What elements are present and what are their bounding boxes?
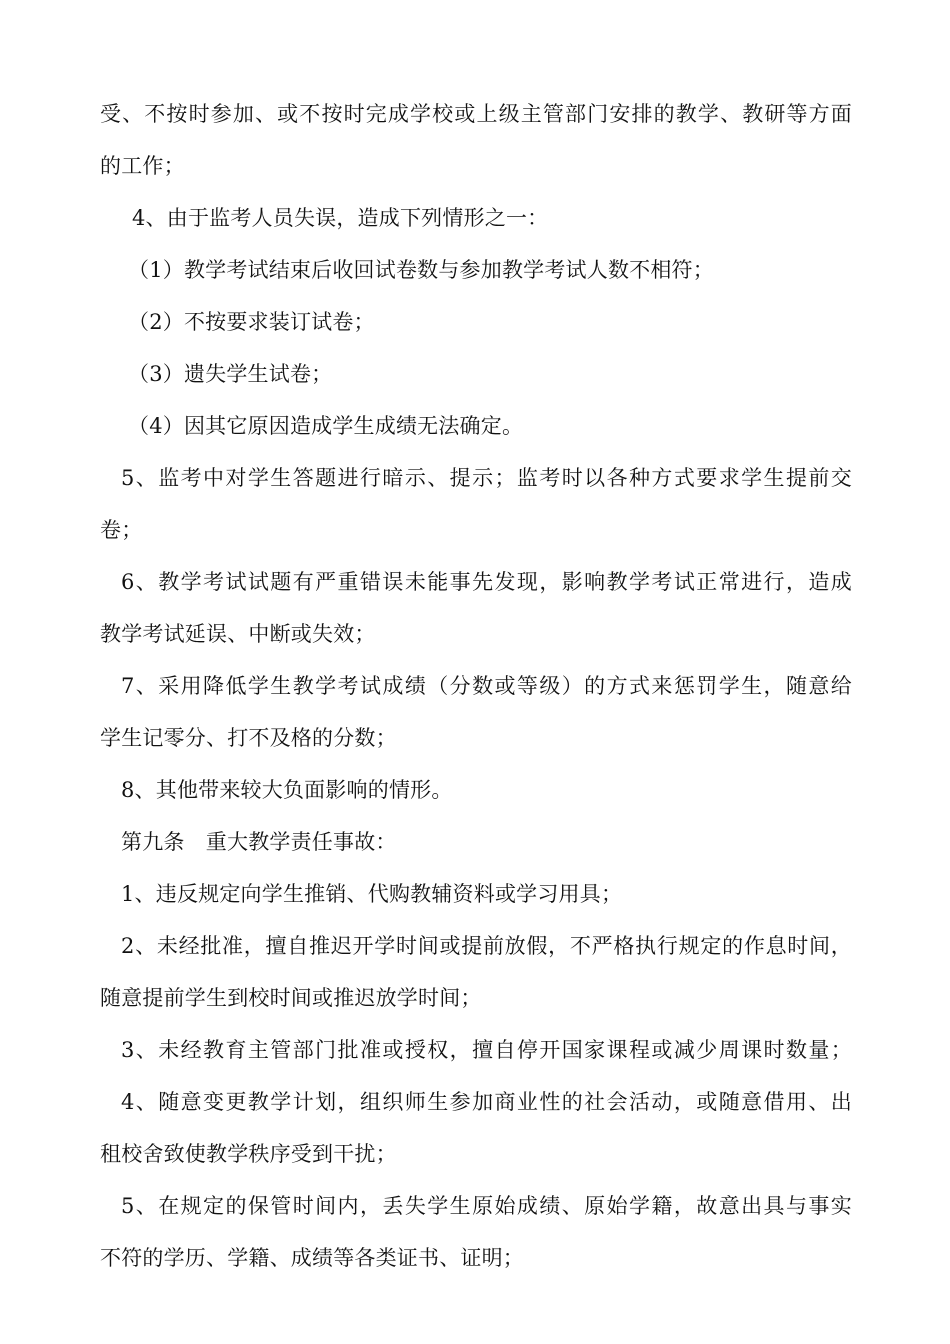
paragraph-line: 7、采用降低学生教学考试成绩（分数或等级）的方式来惩罚学生，随意给 [121, 674, 852, 698]
list-item: （3）遗失学生试卷； [128, 362, 333, 386]
paragraph-line: 受、不按时参加、或不按时完成学校或上级主管部门安排的教学、教研等方面 [100, 102, 852, 126]
paragraph-line: 2、未经批准，擅自推迟开学时间或提前放假，不严格执行规定的作息时间， [121, 934, 852, 958]
document-body [100, 88, 852, 1284]
paragraph-line: 8、其他带来较大负面影响的情形。 [121, 778, 453, 802]
list-item: （2）不按要求装订试卷； [128, 310, 375, 334]
paragraph-line: 6、教学考试试题有严重错误未能事先发现，影响教学考试正常进行，造成 [121, 570, 852, 594]
list-item: （1）教学考试结束后收回试卷数与参加教学考试人数不相符； [128, 258, 714, 282]
paragraph-line: 5、监考中对学生答题进行暗示、提示；监考时以各种方式要求学生提前交 [121, 466, 852, 490]
paragraph-line: 卷； [100, 518, 143, 542]
section-heading: 第九条 重大教学责任事故： [121, 830, 397, 854]
paragraph-line: 租校舍致使教学秩序受到干扰； [100, 1142, 397, 1166]
paragraph-line: 教学考试延误、中断或失效； [100, 622, 376, 646]
paragraph-line: 4、由于监考人员失误，造成下列情形之一： [132, 206, 549, 230]
list-item: （4）因其它原因造成学生成绩无法确定。 [128, 414, 524, 438]
paragraph-line: 4、随意变更教学计划，组织师生参加商业性的社会活动，或随意借用、出 [121, 1090, 852, 1114]
paragraph-line: 的工作； [100, 154, 185, 178]
paragraph-line: 学生记零分、打不及格的分数； [100, 726, 397, 750]
paragraph-line: 3、未经教育主管部门批准或授权，擅自停开国家课程或减少周课时数量； [121, 1038, 852, 1062]
paragraph-line: 1、违反规定向学生推销、代购教辅资料或学习用具； [121, 882, 623, 906]
paragraph-line: 5、在规定的保管时间内，丢失学生原始成绩、原始学籍，故意出具与事实 [121, 1194, 852, 1218]
paragraph-line: 不符的学历、学籍、成绩等各类证书、证明； [100, 1246, 524, 1270]
paragraph-line: 随意提前学生到校时间或推迟放学时间； [100, 986, 482, 1010]
